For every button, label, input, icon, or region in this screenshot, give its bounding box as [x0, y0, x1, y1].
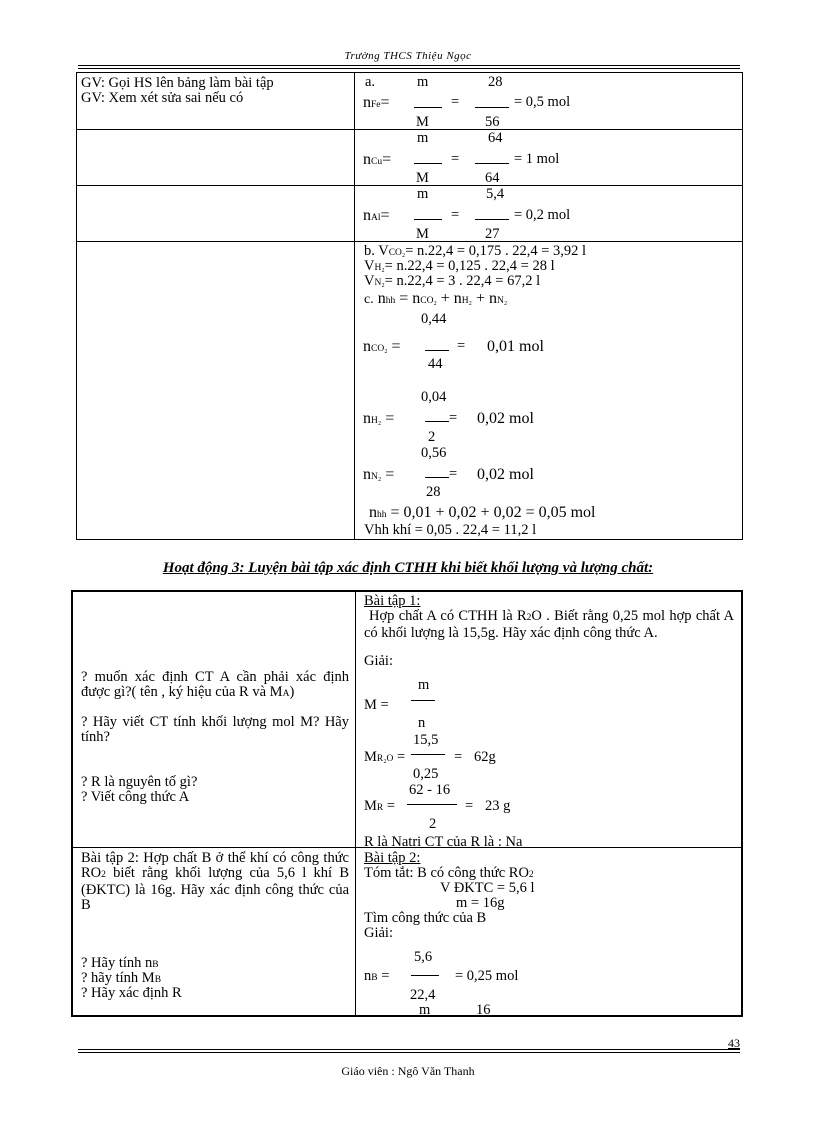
- page-number: 43: [728, 1036, 740, 1050]
- cut-off-m: m: [419, 1002, 431, 1018]
- header-school: Trường THCS Thiệu Ngọc: [344, 50, 472, 62]
- exercise-2-find: Tìm công thức của B: [364, 910, 487, 926]
- exercise-1-conclusion: R là Natri CT của R là : Na: [364, 834, 523, 850]
- formula-v-total: Vhh khí = 0,05 . 22,4 = 11,2 l: [364, 522, 537, 538]
- question-determine-r: ? Hãy xác định R: [81, 985, 182, 1001]
- question-m-b: ? hãy tính MB: [81, 970, 162, 986]
- table-2: ? muốn xác định CT A cần phải xác định được gì?( tên , ký hiệu của R và MA) ? Hãy viết CT tính khối lượng mol M? Hãy tính? ? R là nguyên tố gì? ? Viết công thức A Bài tập 1: Hợp chất A có CTHH là R2O . Biết rằng 0,25 mol hợp chất A có khối lượng là 15,5g. Hãy xác định công thức A. Giải: m M = n 15,5 MR₂O = = 62g 0,25 62 - 16 MR = = 23 g 2 R là Natri CT của R là : Na Bài tập 2: Hợp chất B ở thể khí có công thức RO2 biết rằng khối lượng của 5,6 l khí B (ĐKTC) là 16g. Hãy xác định công thức của B ? Hãy tính nB ? hãy tính MB ? Hãy xác định R Bài tập 2: Tóm tắt: B có công thức RO2 V ĐKTC = 5,6 l m = 16g Tìm công thức của B Giải: 5,6 nB = = 0,25 mol 22,4 m 16: [71, 590, 743, 1017]
- header-rule-2: [78, 68, 740, 69]
- cut-off-16: 16: [476, 1002, 491, 1018]
- table-1: GV: Gọi HS lên bảng làm bài tập GV: Xem xét sửa sai nếu có a. m 28 nFe= = = 0,5 mol M 56 m 64 nCu= = = 1 mol M 64 m 5,4 nAl= = = 0,2 mol M 27 b. VCO₂= n.22,4 = 0,175 . 22,4 = 3,92 l VH₂= n.22,4 = 0,125 . 22,4 = 28 l VN₂= n.22,4 = 3 . 22,4 = 67,2 l c. nhh = nCO₂ + nH₂ + nN₂ 0,44 nCO₂ = = 0,01 mol 44 0,04 nH₂ = = 0,02 mol 2 0,56 nN₂ = = 0,02 mol 28 nhh = 0,01 + 0,02 + 0,02 = 0,05 mol Vhh khí = 0,05 . 22,4 = 11,2 l: [76, 72, 743, 540]
- footer-teacher: Giáo viên : Ngô Văn Thanh: [341, 1064, 475, 1078]
- question-n-b: ? Hãy tính nB: [81, 955, 159, 971]
- header-rule: [78, 65, 740, 66]
- formula-n-total: nhh = 0,01 + 0,02 + 0,02 = 0,05 mol: [369, 504, 596, 521]
- footer-rule: [78, 1049, 740, 1050]
- activity-3-heading: Hoạt động 3: Luyện bài tập xác định CTHH khi biết khối lượng và lượng chất:: [162, 560, 654, 576]
- exercise-2-mass: m = 16g: [456, 895, 505, 911]
- formula-n-hh: c. nhh = nCO₂ + nH₂ + nN₂: [364, 290, 508, 307]
- exercise-2-volume: V ĐKTC = 5,6 l: [440, 880, 535, 896]
- question-molar-mass: ? Hãy viết CT tính khối lượng mol M? Hãy tính?: [81, 714, 349, 745]
- exercise-1-problem: Hợp chất A có CTHH là R2O . Biết rằng 0,25 mol hợp chất A có khối lượng là 15,5g. Hãy xác định công thức A.: [364, 608, 734, 641]
- question-determine-a: ? muốn xác định CT A cần phải xác định được gì?( tên , ký hiệu của R và MA): [81, 669, 349, 700]
- exercise-2-solve: Giải:: [364, 925, 393, 941]
- exercise-2-problem: Bài tập 2: Hợp chất B ở thể khí có công thức RO2 biết rằng khối lượng của 5,6 l khí B (ĐKTC) là 16g. Hãy xác định công thức của B: [81, 850, 349, 913]
- teacher-note-1: GV: Gọi HS lên bảng làm bài tập: [81, 75, 274, 91]
- question-element-r: ? R là nguyên tố gì?: [81, 774, 198, 790]
- footer-rule-2: [78, 1052, 740, 1053]
- exercise-1-title: Bài tập 1:: [364, 593, 421, 609]
- exercise-2-summary: Tóm tắt: B có công thức RO2: [364, 865, 534, 881]
- exercise-1-solve: Giải:: [364, 653, 393, 669]
- teacher-note-2: GV: Xem xét sửa sai nếu có: [81, 90, 244, 106]
- exercise-2-title: Bài tập 2:: [364, 850, 421, 866]
- question-formula-a: ? Viết công thức A: [81, 789, 190, 805]
